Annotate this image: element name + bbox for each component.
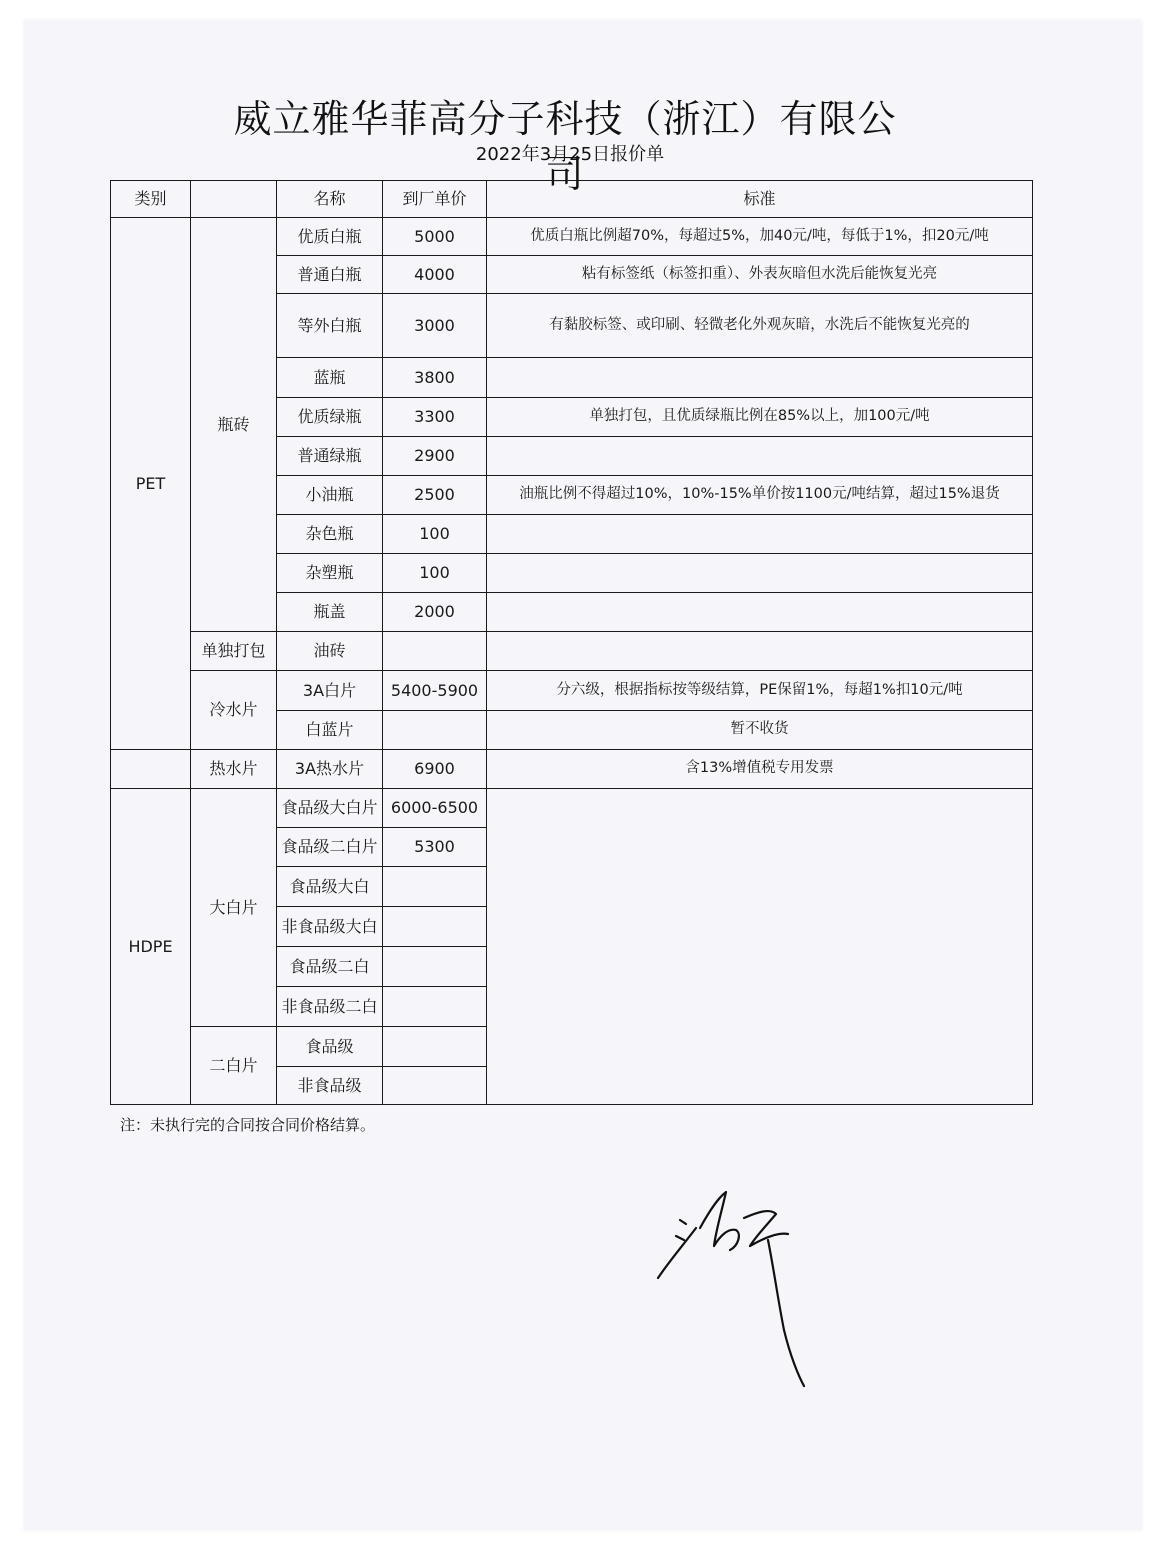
header-name: 名称 xyxy=(277,181,383,218)
item-name: 食品级大白 xyxy=(277,867,383,907)
item-price: 5400-5900 xyxy=(383,671,487,711)
item-price: 100 xyxy=(383,515,487,554)
item-standard xyxy=(487,515,1033,554)
item-standard xyxy=(487,437,1033,476)
table-row xyxy=(111,632,1033,671)
item-price: 5000 xyxy=(383,218,487,256)
item-name: 小油瓶 xyxy=(277,476,383,515)
item-price xyxy=(383,1027,487,1067)
subcategory-large-white: 大白片 xyxy=(191,789,277,1027)
item-price: 3000 xyxy=(383,294,487,358)
subcategory-separate-pack: 单独打包 xyxy=(191,632,277,671)
item-price: 3800 xyxy=(383,358,487,398)
item-name: 3A热水片 xyxy=(277,750,383,789)
item-name: 非食品级 xyxy=(277,1067,383,1105)
item-standard: 油瓶比例不得超过10%，10%-15%单价按1100元/吨结算，超过15%退货 xyxy=(487,476,1033,515)
footnote: 注：未执行完的合同按合同价格结算。 xyxy=(120,1116,376,1134)
item-name: 优质白瓶 xyxy=(277,218,383,256)
quote-date-title: 2022年3月25日报价单 xyxy=(475,144,665,165)
item-price: 4000 xyxy=(383,256,487,294)
item-name: 3A白片 xyxy=(277,671,383,711)
item-standard: 优质白瓶比例超70%，每超过5%，加40元/吨，每低于1%，扣20元/吨 xyxy=(487,218,1033,256)
item-standard xyxy=(487,358,1033,398)
item-name: 非食品级二白 xyxy=(277,987,383,1027)
item-price xyxy=(383,711,487,750)
item-name: 食品级二白 xyxy=(277,947,383,987)
item-price: 100 xyxy=(383,554,487,593)
price-quote-table xyxy=(110,180,1033,1105)
item-price xyxy=(383,1067,487,1105)
category-empty xyxy=(111,750,191,789)
item-price: 5300 xyxy=(383,828,487,867)
header-subcategory xyxy=(191,181,277,218)
table-row xyxy=(111,789,1033,828)
subcategory-bottle-brick: 瓶砖 xyxy=(191,218,277,632)
item-standard: 粘有标签纸（标签扣重）、外表灰暗但水洗后能恢复光亮 xyxy=(487,256,1033,294)
item-name: 白蓝片 xyxy=(277,711,383,750)
subcategory-cold-flake: 冷水片 xyxy=(191,671,277,750)
item-standard xyxy=(487,632,1033,671)
company-title: 威立雅华菲高分子科技（浙江）有限公司 xyxy=(233,97,897,196)
item-name: 普通白瓶 xyxy=(277,256,383,294)
item-standard xyxy=(487,554,1033,593)
item-name: 蓝瓶 xyxy=(277,358,383,398)
handwritten-signature xyxy=(640,1180,840,1390)
item-name: 油砖 xyxy=(277,632,383,671)
header-price: 到厂单价 xyxy=(383,181,487,218)
subcategory-hot-flake: 热水片 xyxy=(191,750,277,789)
subcategory-second-white: 二白片 xyxy=(191,1027,277,1105)
item-name: 非食品级大白 xyxy=(277,907,383,947)
item-standard: 分六级，根据指标按等级结算，PE保留1%，每超1%扣10元/吨 xyxy=(487,671,1033,711)
item-name: 食品级大白片 xyxy=(277,789,383,828)
item-price: 2900 xyxy=(383,437,487,476)
item-name: 杂色瓶 xyxy=(277,515,383,554)
item-price xyxy=(383,907,487,947)
item-name: 瓶盖 xyxy=(277,593,383,632)
item-price: 6000-6500 xyxy=(383,789,487,828)
table-row xyxy=(111,671,1033,711)
item-standard: 暂不收货 xyxy=(487,711,1033,750)
item-price xyxy=(383,632,487,671)
item-price xyxy=(383,947,487,987)
item-standard: 有黏胶标签、或印刷、轻微老化外观灰暗，水洗后不能恢复光亮的 xyxy=(487,294,1033,358)
table-row xyxy=(111,218,1033,256)
header-standard: 标准 xyxy=(487,181,1033,218)
table-header-row xyxy=(111,181,1033,218)
item-name: 优质绿瓶 xyxy=(277,398,383,437)
item-standard xyxy=(487,593,1033,632)
item-price: 2000 xyxy=(383,593,487,632)
item-name: 普通绿瓶 xyxy=(277,437,383,476)
item-name: 杂塑瓶 xyxy=(277,554,383,593)
item-name: 等外白瓶 xyxy=(277,294,383,358)
header-category: 类别 xyxy=(111,181,191,218)
category-pet: PET xyxy=(111,218,191,750)
item-price: 3300 xyxy=(383,398,487,437)
item-price xyxy=(383,867,487,907)
item-price: 2500 xyxy=(383,476,487,515)
item-name: 食品级二白片 xyxy=(277,828,383,867)
item-standard: 含13%增值税专用发票 xyxy=(487,750,1033,789)
table-row xyxy=(111,750,1033,789)
item-standard: 单独打包，且优质绿瓶比例在85%以上，加100元/吨 xyxy=(487,398,1033,437)
category-hdpe: HDPE xyxy=(111,789,191,1105)
item-price xyxy=(383,987,487,1027)
item-name: 食品级 xyxy=(277,1027,383,1067)
hdpe-standard-blank xyxy=(487,789,1033,1105)
item-price: 6900 xyxy=(383,750,487,789)
